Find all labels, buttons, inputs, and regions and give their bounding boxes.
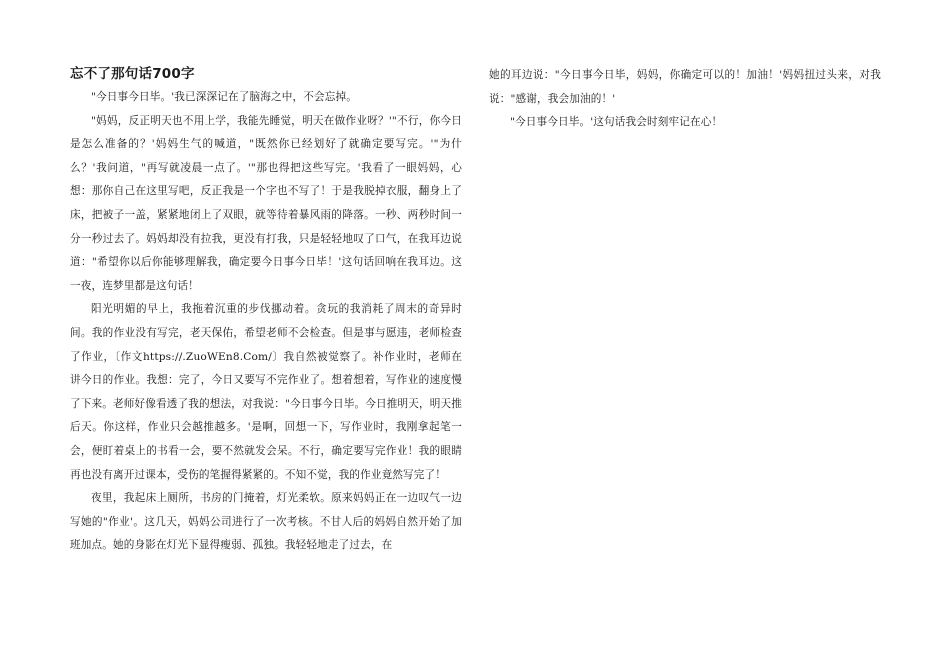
page-title: 忘不了那句话700字 [70, 66, 195, 82]
paragraph-2: "妈妈，反正明天也不用上学，我能先睡觉，明天在做作业呀？'"不行，你今日是怎么准备的？'妈妈生气的喊道，"既然你已经划好了就确定要写完。'"为什么？'我问道，"再写就凌晨一点了。'"那也得把这些写完。'我看了一眼妈妈，心想：那你自己在这里写吧，反正我是一个字也不写了！于是我脱掉衣服，翻身上了床，把被子一盖，紧紧地闭上了双眼，就等待着暴风雨的降落。一秒、两秒时间一分一秒过去了。妈妈却没有拉我，更没有打我，只是轻轻地叹了口气，在我耳边说道："希望你以后你能够理解我，确定要今日事今日毕！'这句话回响在我耳边。这一夜，连梦里都是这句话！ [70, 114, 462, 292]
paragraph-1: "今日事今日毕。'我已深深记在了脑海之中，不会忘掉。 [91, 91, 357, 103]
paragraph-6: "今日事今日毕。'这句话我会时刻牢记在心！ [510, 116, 723, 129]
paragraph-5: 她的耳边说："今日事今日毕，妈妈，你确定可以的！加油！'妈妈扭过头来，对我说："感谢，我会加油的！' [489, 69, 881, 105]
paragraph-3: 阳光明媚的早上，我拖着沉重的步伐挪动着。贪玩的我消耗了周末的奇异时间。我的作业没有写完，老天保佑，希望老师不会检查。但是事与愿违，老师检查了作业，〔作文https://.ZuoWEn8.Com/〕我自然被觉察了。补作业时，老师在讲今日的作业。我想：完了，今日又要写不完作业了。想着想着，写作业的速度慢了下来。老师好像看透了我的想法，对我说："今日事今日毕。今日推明天，明天推后天。你这样，作业只会越推越多。'是啊，回想一下，写作业时，我刚拿起笔一会，便盯着桌上的书看一会，要不然就发会呆。不行，确定要写完作业！我的眼睛再也没有离开过课本，受伤的笔握得紧紧的。不知不觉，我的作业竟然写完了！ [70, 303, 462, 481]
paragraph-4: 夜里，我起床上厕所，书房的门掩着，灯光柔软。原来妈妈正在一边叹气一边写她的"作业'。这几天，妈妈公司进行了一次考核。不甘人后的妈妈自然开始了加班加点。她的身影在灯光下显得瘦弱、孤独。我轻轻地走了过去，在 [70, 492, 462, 552]
left-column [70, 64, 462, 558]
right-column [489, 64, 881, 135]
